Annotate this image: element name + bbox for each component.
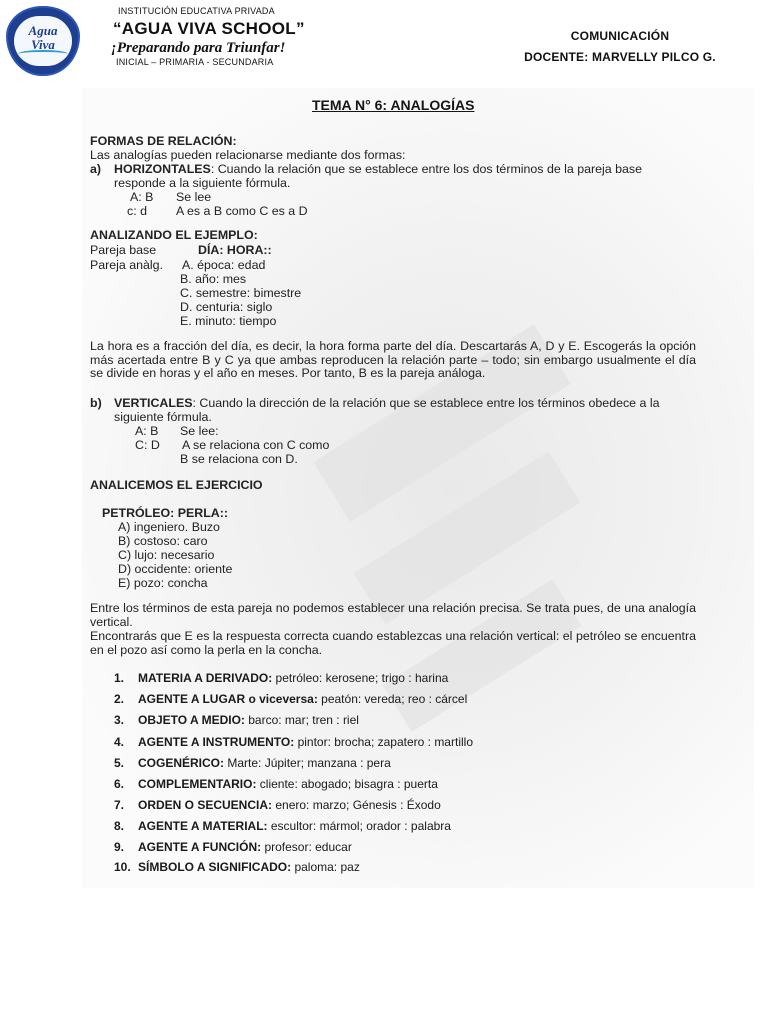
formas-intro: Las analogías pueden relacionarse mediante dos formas: xyxy=(90,148,406,162)
teacher-label: DOCENTE: MARVELLY PILCO G. xyxy=(524,50,716,64)
opcion-2: B) costoso: caro xyxy=(118,534,208,548)
tipo-name: AGENTE A INSTRUMENTO: xyxy=(138,735,295,749)
vertical-formula-3: B se relaciona con D. xyxy=(180,452,298,466)
tipo-example: pintor: brocha; zapatero : martillo xyxy=(294,735,473,749)
tipo-number: 2. xyxy=(114,692,125,706)
tipo-example: cliente: abogado; bisagra : puerta xyxy=(256,777,438,791)
tipo-name: AGENTE A MATERIAL: xyxy=(138,819,268,833)
tipo-item xyxy=(138,798,441,812)
subject-label: COMUNICACIÓN xyxy=(570,29,670,43)
horizontal-formula-2a: c: d xyxy=(127,204,147,218)
tipo-number: 1. xyxy=(114,671,125,685)
vertical-formula-1b: Se lee: xyxy=(180,424,219,438)
horizontal-definition xyxy=(114,162,642,176)
tipo-example: barco: mar; tren : riel xyxy=(244,713,359,727)
tipo-name: COGENÉRICO: xyxy=(138,756,225,770)
tipo-name: SÍMBOLO A SIGNIFICADO: xyxy=(138,860,292,874)
opcion-1: B. año: mes xyxy=(180,272,247,286)
tipo-name: AGENTE A FUNCIÓN: xyxy=(138,840,262,854)
opcion-1: D. centuria: siglo xyxy=(180,300,273,314)
tipo-example: paloma: paz xyxy=(291,860,360,874)
horizontal-text-2: responde a la siguiente fórmula. xyxy=(114,176,291,190)
worksheet-title: TEMA N° 6: ANALOGÍAS xyxy=(312,97,475,113)
tipo-number: 3. xyxy=(114,713,125,727)
tipo-name: OBJETO A MEDIO: xyxy=(138,713,245,727)
institution-label: INSTITUCIÓN EDUCATIVA PRIVADA xyxy=(118,6,275,16)
tipo-item xyxy=(138,777,438,791)
explicacion-ejemplo: La hora es a fracción del día, es decir, la hora forma parte del día. Descartarás A, D y E. Escogerás la opción más acertada entre B y C ya que ambas reproducen la relación parte – todo; sin embargo usualmente el día se divide en horas y el año en meses. Por tanto, B es la pareja análoga. xyxy=(90,339,696,381)
tipo-number: 8. xyxy=(114,819,125,833)
opcion-2: A) ingeniero. Buzo xyxy=(118,520,220,534)
opcion-2: D) occidente: oriente xyxy=(118,562,233,576)
tipo-example: profesor: educar xyxy=(261,840,352,854)
tipo-number: 10. xyxy=(114,860,131,874)
tipo-name: AGENTE A LUGAR o viceversa: xyxy=(138,692,318,706)
tipo-name: MATERIA A DERIVADO: xyxy=(138,671,273,685)
tipo-item xyxy=(138,671,448,685)
tipo-number: 7. xyxy=(114,798,125,812)
pareja-base-value: DÍA: HORA:: xyxy=(198,243,272,257)
school-name: “AGUA VIVA SCHOOL” xyxy=(113,19,305,38)
vertical-formula-2b: A se relaciona con C como xyxy=(182,438,330,452)
vertical-title: VERTICALES xyxy=(114,396,193,410)
vertical-text: : Cuando la dirección de la relación que se establece entre los términos obedece a la xyxy=(192,396,660,410)
tipo-item xyxy=(138,692,467,706)
horizontal-title: HORIZONTALES xyxy=(114,162,211,176)
opcion-1: E. minuto: tiempo xyxy=(180,314,277,328)
horizontal-label: a) xyxy=(90,162,102,176)
explicacion-ejercicio-2: Encontrarás que E es la respuesta correcta cuando establezcas una relación vertical: el petróleo se encuentra en el pozo así como la perla en la concha. xyxy=(90,629,696,657)
tipo-item xyxy=(138,735,473,749)
tipo-item xyxy=(138,756,391,770)
tipo-item xyxy=(138,840,352,854)
tipo-example: peatón: vereda; reo : cárcel xyxy=(317,692,468,706)
pareja-analoga-label: Pareja anàlg. xyxy=(90,258,164,272)
explicacion-ejercicio-1: Entre los términos de esta pareja no podemos establecer una relación precisa. Se trata pues, de una analogía vertical. xyxy=(90,601,696,629)
tipo-example: enero: marzo; Génesis : Éxodo xyxy=(272,798,441,812)
opcion-1: C. semestre: bimestre xyxy=(180,286,302,300)
horizontal-formula-2b: A es a B como C es a D xyxy=(176,204,308,218)
tipo-number: 5. xyxy=(114,756,125,770)
tipo-number: 9. xyxy=(114,840,125,854)
school-levels: INICIAL – PRIMARIA - SECUNDARIA xyxy=(116,57,274,67)
ejercicio-heading: ANALICEMOS EL EJERCICIO xyxy=(90,478,263,492)
opcion-2: E) pozo: concha xyxy=(118,576,208,590)
horizontal-text: : Cuando la relación que se establece entre los dos términos de la pareja base xyxy=(210,162,643,176)
vertical-definition xyxy=(114,396,660,410)
petroleo-pair: PETRÓLEO: PERLA:: xyxy=(102,506,228,520)
logo-text-line2: Viva xyxy=(31,37,55,52)
logo-emblem xyxy=(14,16,72,66)
tipo-example: Marte: Júpiter; manzana : pera xyxy=(224,756,391,770)
vertical-formula-2a: C: D xyxy=(135,438,160,452)
opcion-1: A. época: edad xyxy=(182,258,266,272)
horizontal-formula-1a: A: B xyxy=(130,190,154,204)
vertical-text-2: siguiente fórmula. xyxy=(114,410,212,424)
tipo-example: petróleo: kerosene; trigo : harina xyxy=(272,671,449,685)
tipo-item xyxy=(138,819,451,833)
logo-text-line1: Agua xyxy=(28,23,58,38)
tipo-example: escultor: mármol; orador : palabra xyxy=(267,819,451,833)
horizontal-formula-1b: Se lee xyxy=(176,190,212,204)
tipo-number: 6. xyxy=(114,777,125,791)
school-motto: ¡Preparando para Triunfar! xyxy=(111,40,286,56)
tipo-name: ORDEN O SECUENCIA: xyxy=(138,798,273,812)
opcion-2: C) lujo: necesario xyxy=(118,548,215,562)
tipo-item xyxy=(138,860,360,874)
tipo-name: COMPLEMENTARIO: xyxy=(138,777,257,791)
school-logo xyxy=(6,6,80,76)
tipo-item xyxy=(138,713,359,727)
formas-heading: FORMAS DE RELACIÓN: xyxy=(90,134,237,148)
ejemplo-heading: ANALIZANDO EL EJEMPLO: xyxy=(90,228,258,242)
vertical-label: b) xyxy=(90,396,102,410)
vertical-formula-1a: A: B xyxy=(135,424,159,438)
pareja-base-label: Pareja base xyxy=(90,243,157,257)
tipo-number: 4. xyxy=(114,735,125,749)
